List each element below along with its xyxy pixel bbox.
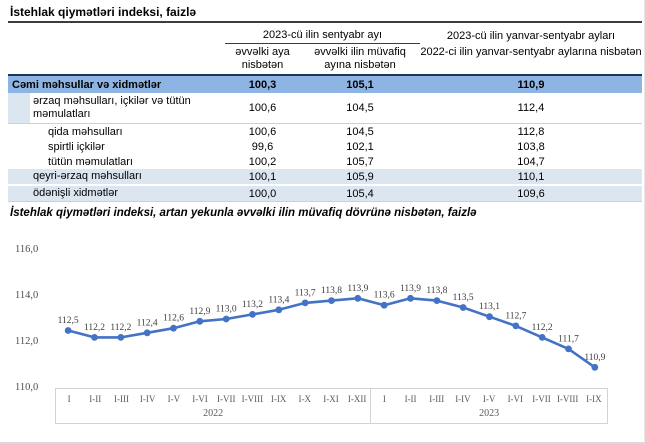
- value-cell: 100,3: [248, 78, 277, 91]
- x-axis-month-row: [371, 389, 607, 408]
- data-point-marker: [381, 302, 388, 309]
- data-point-label: 112,6: [162, 313, 185, 324]
- data-point-marker: [223, 316, 230, 323]
- value-cell: 104,7: [517, 155, 545, 168]
- data-point-label: 113,0: [215, 304, 237, 315]
- x-axis-year-label: 2023: [479, 408, 500, 419]
- data-point-label: 112,2: [531, 322, 553, 333]
- cpi-table: [8, 25, 642, 202]
- x-axis-tick-label: I-IV: [139, 393, 156, 404]
- data-point-marker: [460, 304, 467, 311]
- y-axis-tick-label: 110,0: [15, 382, 39, 393]
- x-axis-month-row: [56, 389, 370, 408]
- data-point-label: 113,1: [478, 302, 501, 313]
- x-axis-year-group: [56, 389, 370, 423]
- x-axis-tick-label: I-VII: [216, 393, 236, 404]
- col-group-header-ytd: 2023-cü ilin yanvar-sentyabr ayları: [446, 30, 616, 42]
- value-cell: 105,9: [346, 170, 374, 183]
- data-point-label: 113,6: [373, 290, 395, 301]
- x-axis-tick-label: I-X: [298, 393, 312, 404]
- table-row: [8, 169, 642, 184]
- value-cell: 100,2: [248, 155, 277, 168]
- data-point-marker: [407, 295, 414, 302]
- row-label: tütün məmulatları: [48, 155, 133, 168]
- data-point-marker: [91, 334, 98, 341]
- y-axis-tick-label: 112,0: [15, 336, 39, 347]
- page-title: İstehlak qiymətləri indeksi, faizlə: [10, 5, 197, 19]
- x-axis-tick-label: I-IX: [270, 393, 287, 404]
- row-label: Cəmi məhsullar və xidmətlər: [12, 78, 162, 91]
- table-row: [8, 93, 642, 124]
- value-cell: 103,8: [517, 140, 545, 153]
- value-cell: 100,1: [248, 170, 277, 183]
- table-row: [8, 139, 642, 154]
- x-axis-tick-label: I-V: [167, 393, 181, 404]
- title-underline: [8, 21, 642, 23]
- data-point-label: 112,9: [189, 306, 211, 317]
- x-axis-year-group: [370, 389, 607, 423]
- x-axis-tick-label: I-V: [482, 393, 496, 404]
- data-point-label: 112,5: [57, 316, 79, 326]
- value-cell: 99,6: [251, 140, 274, 153]
- value-cell: 110,1: [517, 170, 545, 183]
- x-axis-tick-label: I-VIII: [556, 393, 579, 404]
- cpi-line-chart: [0, 240, 645, 440]
- x-axis-tick-label: I-VI: [192, 393, 208, 404]
- x-axis-tick-label: I-VII: [532, 393, 551, 404]
- data-point-label: 113,8: [320, 286, 343, 297]
- data-point-label: 111,7: [558, 334, 579, 345]
- x-axis-tick-label: I-XI: [323, 393, 339, 404]
- data-point-label: 112,7: [505, 311, 527, 322]
- table-row: [8, 154, 642, 169]
- table-row: [8, 124, 642, 139]
- row-label: qeyri-ərzaq məhsulları: [33, 170, 142, 183]
- col-header-vs-same-month: əvvəlki ilin müvafiq ayına nisbətən: [314, 46, 406, 71]
- data-point-label: 113,2: [241, 299, 264, 310]
- data-point-marker: [512, 323, 519, 330]
- value-cell: 105,1: [346, 78, 374, 91]
- y-axis-tick-label: 116,0: [15, 244, 39, 255]
- data-point-label: 110,9: [584, 352, 606, 363]
- data-point-marker: [117, 334, 124, 341]
- row-label: qida məhsulları: [48, 125, 123, 138]
- table-row: [8, 184, 642, 202]
- x-axis: [55, 388, 608, 424]
- data-point-marker: [565, 346, 572, 353]
- col-group-header-month: 2023-cü ilin sentyabr ayı: [225, 29, 420, 44]
- data-point-marker: [144, 329, 151, 336]
- x-axis-tick-label: I: [382, 393, 386, 404]
- row-label: spirtli içkilər: [48, 140, 105, 153]
- col-header-vs-prev-period: 2022-ci ilin yanvar-sentyabr aylarına nisbətən: [420, 46, 642, 58]
- data-point-label: 113,5: [452, 293, 474, 303]
- x-axis-tick-label: I-III: [429, 393, 445, 404]
- value-cell: 110,9: [517, 78, 545, 91]
- data-point-label: 113,9: [347, 283, 369, 294]
- data-point-marker: [170, 325, 177, 332]
- value-cell: 112,4: [517, 102, 545, 115]
- value-cell: 112,8: [517, 125, 545, 138]
- x-axis-tick-label: I-II: [404, 393, 417, 404]
- value-cell: 100,0: [248, 187, 277, 200]
- table-header-subrow: [8, 44, 642, 74]
- x-axis-tick-label: I: [67, 393, 71, 404]
- data-point-label: 113,8: [426, 286, 448, 297]
- x-axis-tick-label: I-VI: [507, 393, 524, 404]
- value-cell: 109,6: [517, 187, 545, 200]
- row-label: ödənişli xidmətlər: [33, 187, 118, 200]
- data-point-marker: [196, 318, 203, 325]
- col-header-vs-prev-month: əvvəlki aya nisbətən: [235, 46, 290, 71]
- data-point-marker: [433, 297, 440, 304]
- value-cell: 104,5: [346, 102, 374, 115]
- table-row: [8, 74, 642, 93]
- chart-title: İstehlak qiymətləri indeksi, artan yekunla əvvəlki ilin müvafiq dövrünə nisbətən, faizlə: [10, 207, 477, 219]
- x-axis-tick-label: I-II: [89, 393, 102, 404]
- x-axis-year-label: 2022: [203, 408, 224, 419]
- x-axis-tick-label: I-XII: [347, 393, 367, 404]
- data-point-label: 112,4: [136, 318, 158, 329]
- value-cell: 105,7: [346, 155, 374, 168]
- value-cell: 104,5: [346, 125, 374, 138]
- data-point-label: 112,2: [83, 322, 106, 333]
- data-point-marker: [302, 300, 309, 307]
- value-cell: 105,4: [346, 187, 374, 200]
- data-point-label: 113,7: [294, 288, 316, 299]
- x-axis-tick-label: I-IV: [455, 393, 471, 404]
- row-label: ərzaq məhsulları, içkilər və tütün məmulatları: [33, 95, 191, 121]
- x-axis-tick-label: I-VIII: [241, 393, 264, 404]
- value-cell: 100,6: [248, 125, 277, 138]
- x-axis-tick-label: I-III: [113, 393, 129, 404]
- value-cell: 100,6: [248, 102, 277, 115]
- data-point-marker: [249, 311, 256, 318]
- data-point-label: 113,9: [399, 283, 422, 294]
- data-point-marker: [486, 313, 493, 320]
- data-point-marker: [354, 295, 361, 302]
- x-axis-tick-label: I-IX: [586, 393, 602, 404]
- table-header-groups: [8, 25, 642, 44]
- data-point-marker: [328, 297, 335, 304]
- data-point-marker: [539, 334, 546, 341]
- value-cell: 102,1: [346, 140, 374, 153]
- data-point-marker: [65, 327, 72, 334]
- data-point-marker: [591, 364, 598, 371]
- y-axis-tick-label: 114,0: [15, 290, 39, 301]
- data-point-label: 113,4: [268, 295, 290, 306]
- data-point-label: 112,2: [110, 322, 132, 333]
- data-point-marker: [275, 306, 282, 313]
